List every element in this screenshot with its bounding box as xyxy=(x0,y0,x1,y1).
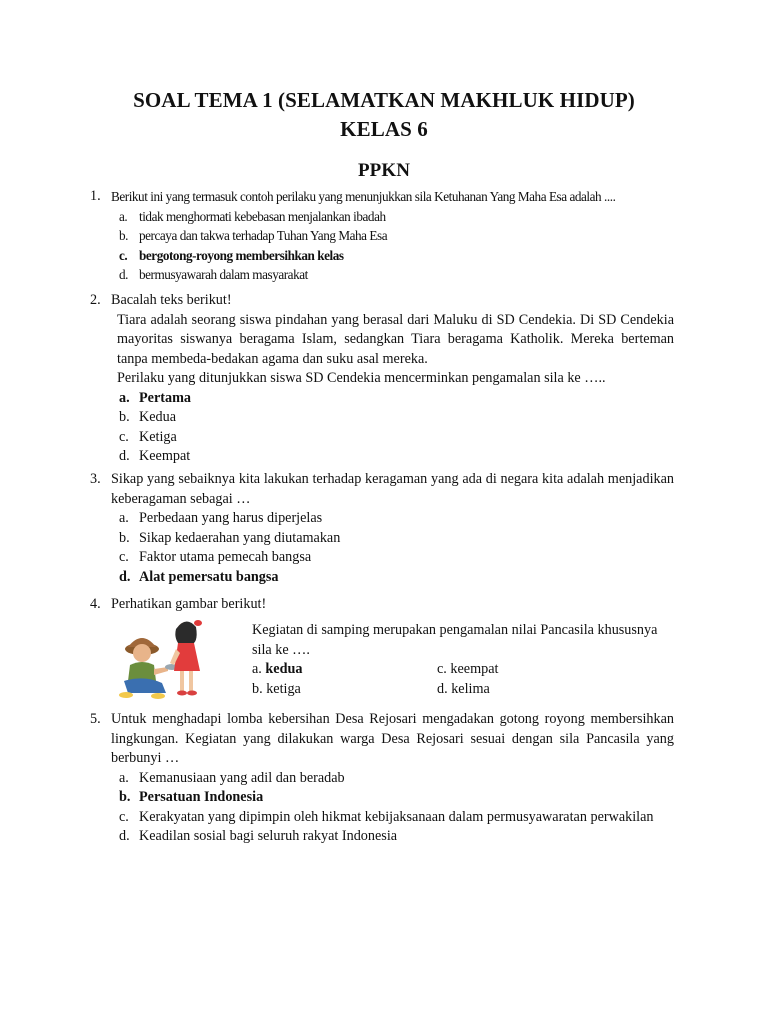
option-b: b. percaya dan takwa terhadap Tuhan Yang Maha Esa xyxy=(119,228,388,243)
option-a-answer: a. kedua xyxy=(252,661,303,677)
question-prompt: Perilaku yang ditunjukkan siswa SD Cendekia mencerminkan pengamalan sila ke ….. xyxy=(117,370,606,386)
document-class-label: KELAS 6 xyxy=(340,117,428,141)
question-5 xyxy=(90,710,674,847)
option-b: b. ketiga xyxy=(252,680,301,697)
option-b: b. Sikap kedaerahan yang diutamakan xyxy=(119,529,341,546)
option-a-answer: a. Pertama xyxy=(119,389,191,406)
question-number: 4. xyxy=(90,596,101,612)
option-a: a. Perbedaan yang harus diperjelas xyxy=(119,510,323,526)
question-2 xyxy=(90,291,674,467)
question-description: Kegiatan di samping merupakan pengamalan nilai Pancasila khususnya sila ke …. xyxy=(252,622,658,658)
option-c: c. Kerakyatan yang dipimpin oleh hikmat kebijaksanaan dalam permusyawaratan perwakilan xyxy=(119,808,654,825)
option-d-answer: d. Alat pemersatu bangsa xyxy=(119,568,279,585)
option-b: b. Kedua xyxy=(119,409,177,425)
option-a: a. tidak menghormati kebebasan menjalankan ibadah xyxy=(119,208,386,224)
option-c: c. Ketiga xyxy=(119,428,177,445)
question-text: Bacalah teks berikut! xyxy=(111,292,232,308)
question-text: Sikap yang sebaiknya kita lakukan terhadap keragaman yang ada di negara kita adalah menjadikan keberagaman sebagai … xyxy=(111,471,674,507)
question-text: Perhatikan gambar berikut! xyxy=(111,596,267,612)
question-text: Untuk menghadapi lomba kebersihan Desa Rejosari mengadakan gotong royong membersihkan lingkungan. Kegiatan yang dilakukan warga Desa Rejosari sesuai dengan sila Pancasila yang berbunyi … xyxy=(111,711,674,766)
children-sharing-illustration xyxy=(114,609,224,701)
option-d: d. bermusyawarah dalam masyarakat xyxy=(119,267,308,282)
question-3 xyxy=(90,470,674,587)
question-number: 5. xyxy=(90,711,101,727)
option-c-answer: c. bergotong-royong membersihkan kelas xyxy=(119,247,344,263)
option-a: a. Kemanusiaan yang adil dan beradab xyxy=(119,769,345,786)
question-number: 2. xyxy=(90,292,101,308)
document-title: SOAL TEMA 1 (SELAMATKAN MAKHLUK HIDUP) xyxy=(133,88,635,112)
question-passage: Tiara adalah seorang siswa pindahan yang berasal dari Maluku di SD Cendekia. Di SD Cendekia mayoritas siswanya beragama Islam, sedangkan Tiara beragama Katholik. Mereka berteman tanpa membeda-bedakan agama dan suku asal mereka. xyxy=(117,311,674,367)
option-b-answer: b. Persatuan Indonesia xyxy=(119,789,264,805)
question-number: 3. xyxy=(90,471,101,487)
option-d: d. Keempat xyxy=(119,448,191,464)
option-c: c. keempat xyxy=(437,661,499,677)
question-4 xyxy=(90,595,674,707)
question-number: 1. xyxy=(90,188,101,204)
option-d: d. Keadilan sosial bagi seluruh rakyat Indonesia xyxy=(119,828,398,844)
option-c: c. Faktor utama pemecah bangsa xyxy=(119,549,312,565)
question-text: Berikut ini yang termasuk contoh perilaku yang menunjukkan sila Ketuhanan Yang Maha Esa adalah .... xyxy=(111,189,616,204)
option-d: d. kelima xyxy=(437,680,490,697)
section-heading: PPKN xyxy=(357,160,411,181)
question-1 xyxy=(90,187,674,285)
